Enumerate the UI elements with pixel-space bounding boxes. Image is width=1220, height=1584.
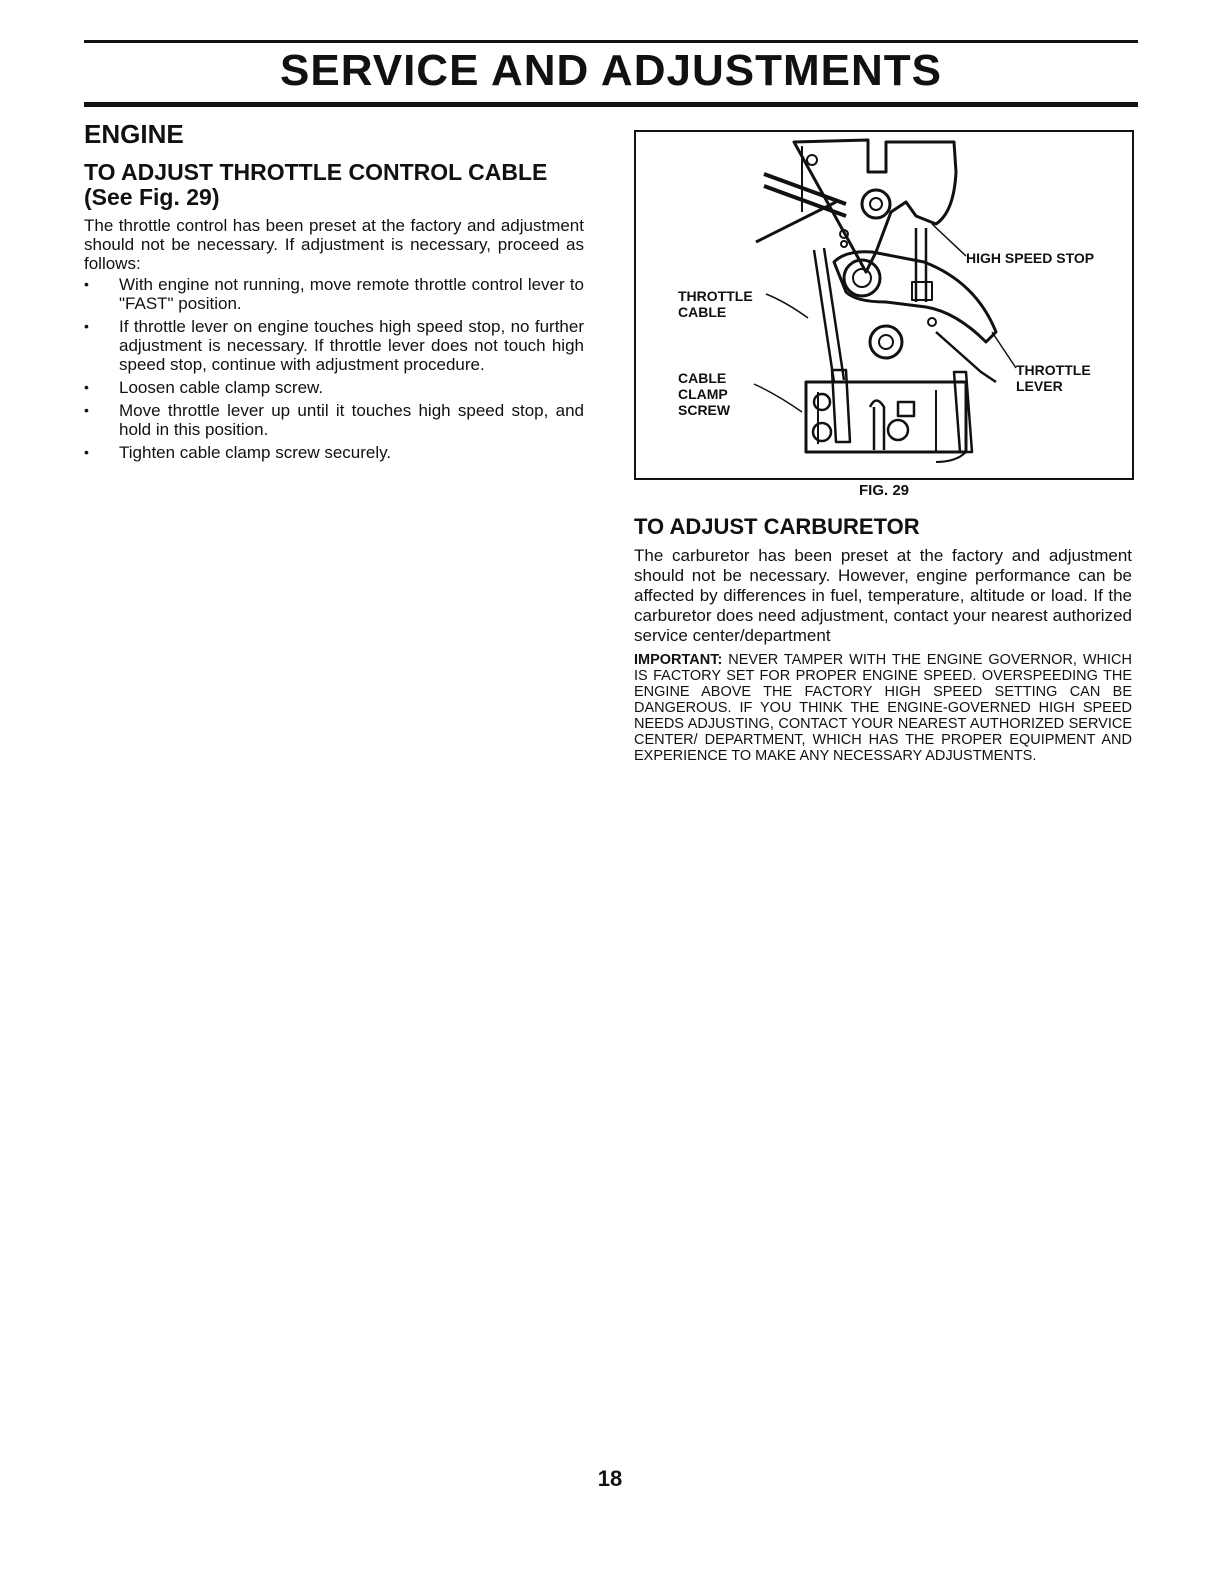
engine-section <box>84 118 584 466</box>
label-throttle-cable: THROTTLE CABLE <box>678 288 753 320</box>
list-item <box>84 317 584 374</box>
list-item <box>84 401 584 439</box>
figure-caption: FIG. 29 <box>858 482 910 499</box>
important-lead: IMPORTANT: <box>634 652 723 668</box>
bullet-icon: • <box>84 379 89 395</box>
leader-throttle-cable <box>766 294 808 318</box>
label-throttle-lever: THROTTLE LEVER <box>1016 362 1091 394</box>
bullet-icon: • <box>84 276 89 292</box>
carburetor-title: TO ADJUST CARBURETOR <box>634 514 920 539</box>
carburetor-body: The carburetor has been preset at the factory and adjustment should not be necessary. However, engine performance can be affected by differences in fuel, temperature, altitude or load. If the carburetor does need adjustment, contact your nearest authorized service center/department <box>634 546 1132 645</box>
important-text: NEVER TAMPER WITH THE ENGINE GOVERNOR, WHICH IS FACTORY SET FOR PROPER ENGINE SPEED. OVERSPEEDING THE ENGINE ABOVE THE FACTORY HIGH SPEED SETTING CAN BE DANGEROUS. IF YOU THINK THE ENGINE-GOVERNED HIGH SPEED NEEDS ADJUSTING, CONTACT YOUR NEAREST AUTHORIZED SERVICE CENTER/ DEPARTMENT, WHICH HAS THE PROPER EQUIPMENT AND EXPERIENCE TO MAKE ANY NECESSARY ADJUSTMENTS. <box>634 652 1133 764</box>
throttle-steps-list <box>84 275 584 462</box>
bullet-icon: • <box>84 402 89 418</box>
label-high-speed-stop: HIGH SPEED STOP <box>966 250 1095 266</box>
step-text: Move throttle lever up until it touches high speed stop, and hold in this position. <box>119 401 584 439</box>
leader-high-speed-stop <box>932 224 966 256</box>
page-number: 18 <box>597 1466 623 1491</box>
list-item <box>84 275 584 313</box>
header-rule-top <box>84 40 1138 43</box>
label-cable-clamp-screw: CABLE CLAMP SCREW <box>678 370 731 418</box>
carburetor-section <box>634 514 1132 764</box>
page-title: SERVICE AND ADJUSTMENTS <box>280 46 942 95</box>
list-item <box>84 378 584 397</box>
important-notice <box>634 652 1132 764</box>
throttle-subtitle <box>84 160 584 210</box>
step-text: With engine not running, move remote throttle control lever to "FAST" position. <box>119 275 584 313</box>
throttle-subtitle-line2: (See Fig. 29) <box>84 184 220 210</box>
leader-cable-clamp-screw <box>754 384 802 412</box>
leader-throttle-lever <box>992 332 1016 368</box>
list-item <box>84 443 584 462</box>
section-title-engine: ENGINE <box>84 119 184 149</box>
throttle-intro: The throttle control has been preset at the factory and adjustment should not be necessary. If adjustment is necessary, proceed as follows: <box>84 216 584 273</box>
figure-29 <box>634 130 1134 480</box>
bullet-icon: • <box>84 444 89 460</box>
step-text: Loosen cable clamp screw. <box>119 378 324 397</box>
bullet-icon: • <box>84 318 89 334</box>
header-rule-bottom <box>84 102 1138 107</box>
throttle-subtitle-line1: TO ADJUST THROTTLE CONTROL CABLE <box>84 159 548 185</box>
step-text: If throttle lever on engine touches high speed stop, no further adjustment is necessary. If throttle lever does not touch high speed stop, continue with adjustment procedure. <box>119 317 584 374</box>
step-text: Tighten cable clamp screw securely. <box>119 443 392 462</box>
